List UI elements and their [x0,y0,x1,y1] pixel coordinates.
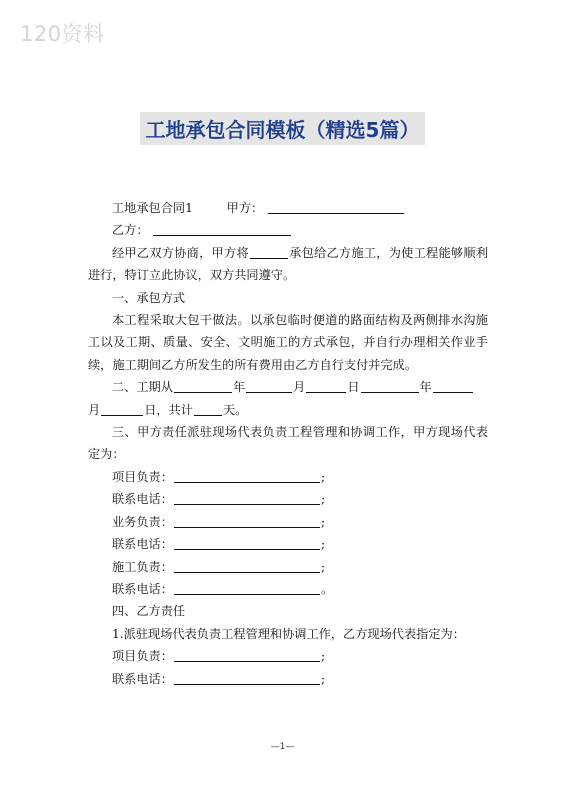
field-label: 联系电话： [112,492,173,507]
field-end: ; [320,649,326,664]
intro-text-a: 经甲乙双方协商，甲方将 [112,245,249,260]
section-1-body: 本工程采取大包干做法。以承包临时便道的路面结构及两侧排水沟施工以及工期、质量、安全、文明施工的方式承包，并自行办理相关作业手续，施工期间乙方所发生的所有费用由乙方自行支付并完成。 [88,313,488,372]
field-blank [174,647,320,662]
section-4-item-1: 1.派驻现场代表负责工程管理和协调工作，乙方现场代表指定为： [112,626,465,641]
end-year-blank [361,378,419,393]
s2-day: 日 [347,380,360,395]
s2-month: 月 [293,380,306,395]
field-blank [174,670,320,685]
a-construction-lead-line [88,556,488,578]
section-4-heading: 四、乙方责任 [112,604,186,619]
field-end: ; [320,537,326,552]
section-2-line-1 [88,376,488,398]
a-business-lead-line [88,511,488,533]
document-body [88,197,488,690]
party-b-line [88,219,488,241]
field-end: 。 [320,581,334,596]
b-project-lead-line [88,645,488,667]
end-day-blank [101,401,143,416]
total-days-blank [194,401,222,416]
s2-month-2: 月 [88,402,101,417]
b-phone-line [88,668,488,690]
page-number: —1— [270,742,295,752]
document-title-block [0,112,565,145]
s2-from: 二、工期从 [112,380,173,395]
field-end: ; [320,469,326,484]
section-1-heading: 一、承包方式 [112,290,186,305]
field-label: 联系电话： [112,537,173,552]
a-phone-line-3 [88,578,488,600]
field-label: 项目负责： [112,649,173,664]
s2-year: 年 [232,380,246,395]
a-project-lead-line [88,466,488,488]
a-phone-line-1 [88,488,488,510]
field-label: 联系电话： [112,671,173,686]
field-blank [174,558,320,573]
section-2-line-2 [88,399,488,421]
field-label: 联系电话： [112,581,173,596]
section-3-body: 三、甲方责任派驻现场代表负责工程管理和协调工作，甲方现场代表定为： [88,425,488,462]
contract-header-line [88,197,488,219]
party-b-blank [153,221,291,236]
a-phone-line-2 [88,533,488,555]
intro-text-b: 承包给乙方施工，为使工程能够顺利进行，特订立此协议，双方共同遵守。 [88,245,489,283]
contract-label: 工地承包合同1 [112,201,193,215]
field-label: 业务负责： [112,514,173,529]
field-blank [174,535,320,550]
field-label: 项目负责： [112,469,173,484]
s2-total: 日，共计 [144,402,193,417]
field-blank [174,513,320,528]
start-day-blank [306,378,346,393]
s2-year-2: 年 [419,380,432,395]
field-end: ; [320,671,326,686]
field-end: ; [320,492,326,507]
s2-days: 天。 [222,402,248,417]
watermark: 120资料 [20,22,105,46]
project-blank [250,244,288,259]
start-month-blank [246,378,292,393]
end-month-prefix-blank [433,378,473,393]
field-end: ; [320,514,326,529]
document-title: 工地承包合同模板（精选5篇） [140,112,426,145]
intro-paragraph [88,242,488,287]
field-blank [174,580,320,595]
party-a-label: 甲方： [226,201,264,215]
field-label: 施工负责： [112,559,173,574]
field-end: ; [320,559,326,574]
start-year-blank [174,378,232,393]
party-a-blank [268,199,404,214]
field-blank [174,490,320,505]
party-b-label: 乙方： [112,223,149,238]
field-blank [174,468,320,483]
